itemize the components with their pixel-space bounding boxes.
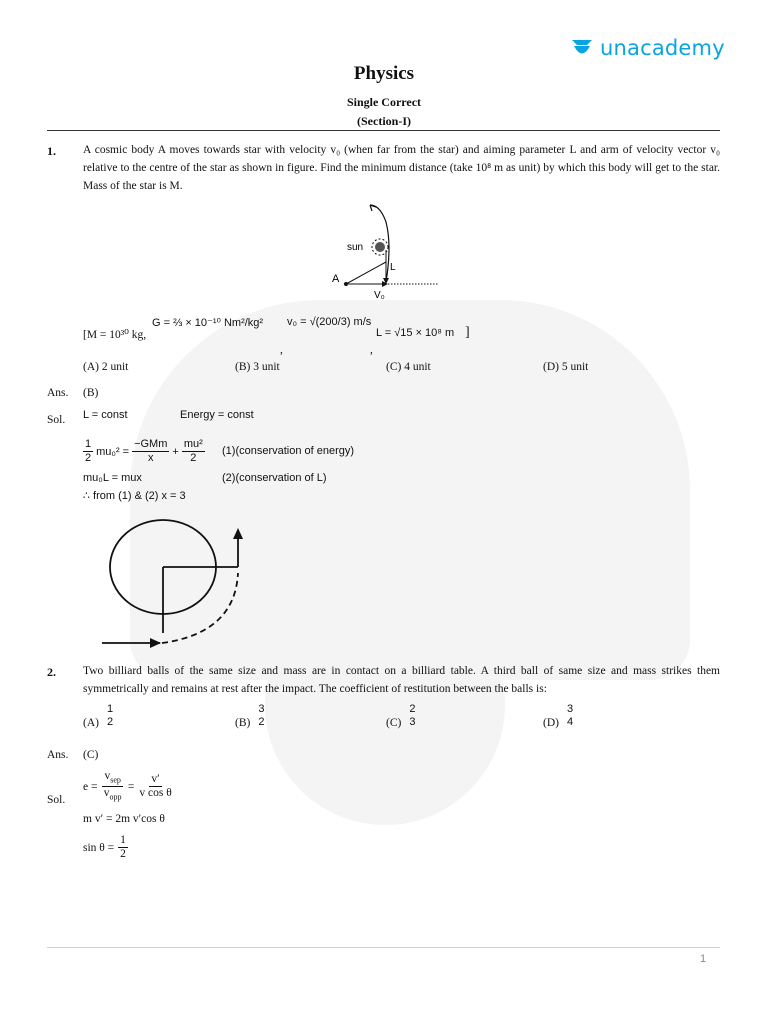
solution-line: L = const	[83, 409, 128, 421]
option-a[interactable]: (A) 1 2	[83, 703, 114, 729]
momentum-equation: mu₀L = mux	[83, 472, 142, 484]
sine-equation: sin θ = $\frac{1}{2}$	[83, 834, 126, 860]
option-d[interactable]: (D) 3 4	[543, 703, 574, 729]
equation-note: (1)(conservation of energy)	[222, 445, 355, 457]
section-label: (Section-I)	[357, 114, 411, 128]
l-label: L	[390, 262, 396, 273]
watermark-circle	[265, 585, 505, 825]
question-text: A cosmic body A moves towards star with velocity v₀ (when far from the star) and aiming parameter L and arm of velocity vector v₀ relative to the centre of the star as shown in figure. Find the minimum distance (take 10⁸ m as unit) by which this body will get to the star. Mass of the star is M.	[83, 144, 720, 192]
momentum-equation: m v′ = 2m v′cos θ	[83, 813, 165, 825]
answer-value: (B)	[83, 387, 99, 399]
page-subtitle: Single Correct	[346, 95, 422, 109]
given-v0: v₀ = √(200/3) m/s	[287, 316, 372, 328]
solution-label: Sol.	[47, 794, 66, 806]
sun-icon	[375, 242, 385, 252]
option-d[interactable]: (D) 5 unit	[543, 361, 589, 373]
given-comma: ,	[280, 344, 283, 356]
given-mass: [M = 10³⁰ kg,	[83, 329, 147, 341]
option-b[interactable]: (B) 3 2	[235, 703, 265, 729]
footer-divider	[47, 947, 720, 948]
given-g: G = ⅔ × 10⁻¹⁰ Nm²/kg²	[152, 317, 264, 329]
conclusion-line: ∴ from (1) & (2) x = 3	[83, 490, 186, 502]
sun-label: sun	[347, 242, 364, 253]
given-close-bracket: ]	[465, 325, 470, 340]
q1-figure	[320, 200, 450, 305]
question-text: Two billiard balls of the same size and mass are in contact on a billiard table. A third ball of same size and mass strikes them symmetrically and remains at rest after the impact. The coefficient of restitution between the balls is:	[83, 665, 720, 695]
answer-value: (C)	[83, 749, 99, 761]
v0-label: V₀	[374, 290, 385, 301]
option-a[interactable]: (A) 2 unit	[83, 361, 129, 373]
page-title: Physics	[353, 63, 415, 84]
option-b[interactable]: (B) 3 unit	[235, 361, 280, 373]
page-number: 1	[700, 953, 707, 965]
solution-diagram	[100, 515, 250, 650]
restitution-equation: e = $\frac{v_{sep}}{v_{opp}}$ = $\frac{v'}{\text{v cos θ}}$	[83, 770, 172, 802]
brand-logo[interactable]	[570, 36, 725, 60]
arrow-right-icon	[150, 638, 161, 648]
equation-note: (2)(conservation of L)	[222, 472, 327, 484]
answer-label: Ans.	[47, 749, 69, 761]
brand-name: unacademy	[600, 36, 725, 60]
header-divider	[47, 130, 720, 131]
given-comma: ,	[370, 344, 373, 356]
answer-label: Ans.	[47, 387, 69, 399]
arrow-up-icon	[233, 528, 243, 539]
solution-label: Sol.	[47, 414, 66, 426]
solution-line: Energy = const	[180, 409, 254, 421]
energy-equation: $\frac{1}{2}$ mu₀² = $\frac{\text{−GMm}}{x}$ + $\frac{\text{mu²}}{2}$	[85, 438, 203, 464]
question-number: 1.	[47, 144, 56, 158]
given-l: L = √15 × 10⁸ m	[376, 327, 455, 339]
question-number: 2.	[47, 665, 56, 679]
unacademy-logo-icon	[570, 37, 594, 59]
option-c[interactable]: (C) 4 unit	[386, 361, 431, 373]
option-c[interactable]: (C) 2 3	[386, 703, 416, 729]
point-a-label: A	[332, 273, 340, 285]
